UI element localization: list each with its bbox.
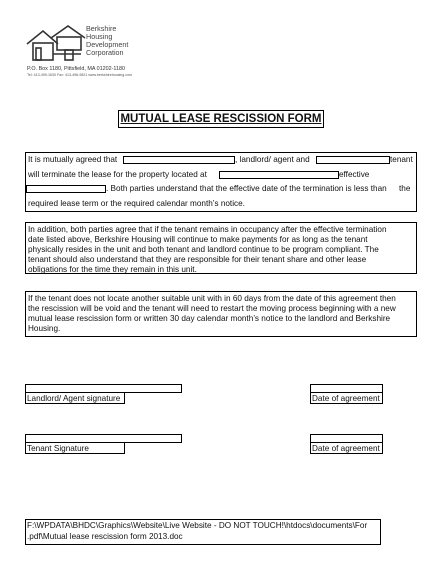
tenant-signature-label: Tenant Signature <box>25 442 125 454</box>
effective-label: effective <box>339 170 370 179</box>
landlord-name-field[interactable] <box>123 156 235 164</box>
org-line: Berkshire <box>86 24 117 33</box>
tenant-name-field[interactable] <box>316 156 390 164</box>
termination-notice-text: . Both parties understand that the effective date of the termination is less than <box>106 184 387 193</box>
org-line: Corporation <box>86 48 124 57</box>
tenant-date-label: Date of agreement <box>310 442 383 454</box>
form-title: MUTUAL LEASE RESCISSION FORM <box>118 110 324 128</box>
occupancy-paragraph: In addition, both parties agree that if the tenant remains in occupancy after the effective termination date listed above, Berkshire Housing will continue to make payments for as long as the tenant physically resides in the unit and both tenant and landlord continue to be program compliant. The tenant should also understand that they are responsible for their tenant share and other lease obligations for the time they remain in this unit. <box>28 225 387 274</box>
agreement-section <box>25 152 417 212</box>
occupancy-section <box>25 222 417 274</box>
termination-notice-text-end: the <box>399 184 411 193</box>
agreement-line-1: It is mutually agreed that <box>28 155 118 164</box>
landlord-signature-label: Landlord/ Agent signature <box>25 392 125 404</box>
rescission-section <box>25 291 417 337</box>
rescission-paragraph: If the tenant does not locate another suitable unit with in 60 days from the date of this agreement then the rescission will be void and the tenant will need to restart the moving process beginning with a new mutual lease rescission form or written 30 day calendar month’s notice to the landlord and Berkshire Housing. <box>28 294 396 333</box>
file-path-footer: F:\WPDATA\BHDC\Graphics\Website\Live Website - DO NOT TOUCH!\htdocs\documents\For .pdf\Mutual lease rescission form 2013.doc <box>25 519 381 545</box>
tenant-label: tenant <box>390 155 413 164</box>
effective-date-field[interactable] <box>26 185 106 193</box>
property-address-field[interactable] <box>219 171 339 179</box>
lease-term-text: required lease term or the required calendar month’s notice. <box>28 199 245 208</box>
postal-address: P.O. Box 1180, Pittsfield, MA 01202-1180 <box>27 66 125 72</box>
contact-line: Tel: 413-499-1630 Fax: 413-496-9821 www.berkshirehousing.com <box>27 73 133 77</box>
organization-name <box>86 25 128 57</box>
property-label: will terminate the lease for the property located at <box>28 170 207 179</box>
house-logo-icon <box>25 24 87 62</box>
org-line: Housing <box>86 32 113 41</box>
landlord-agent-label: , landlord/ agent and <box>235 155 310 164</box>
landlord-date-label: Date of agreement <box>310 392 383 404</box>
org-line: Development <box>86 40 129 49</box>
